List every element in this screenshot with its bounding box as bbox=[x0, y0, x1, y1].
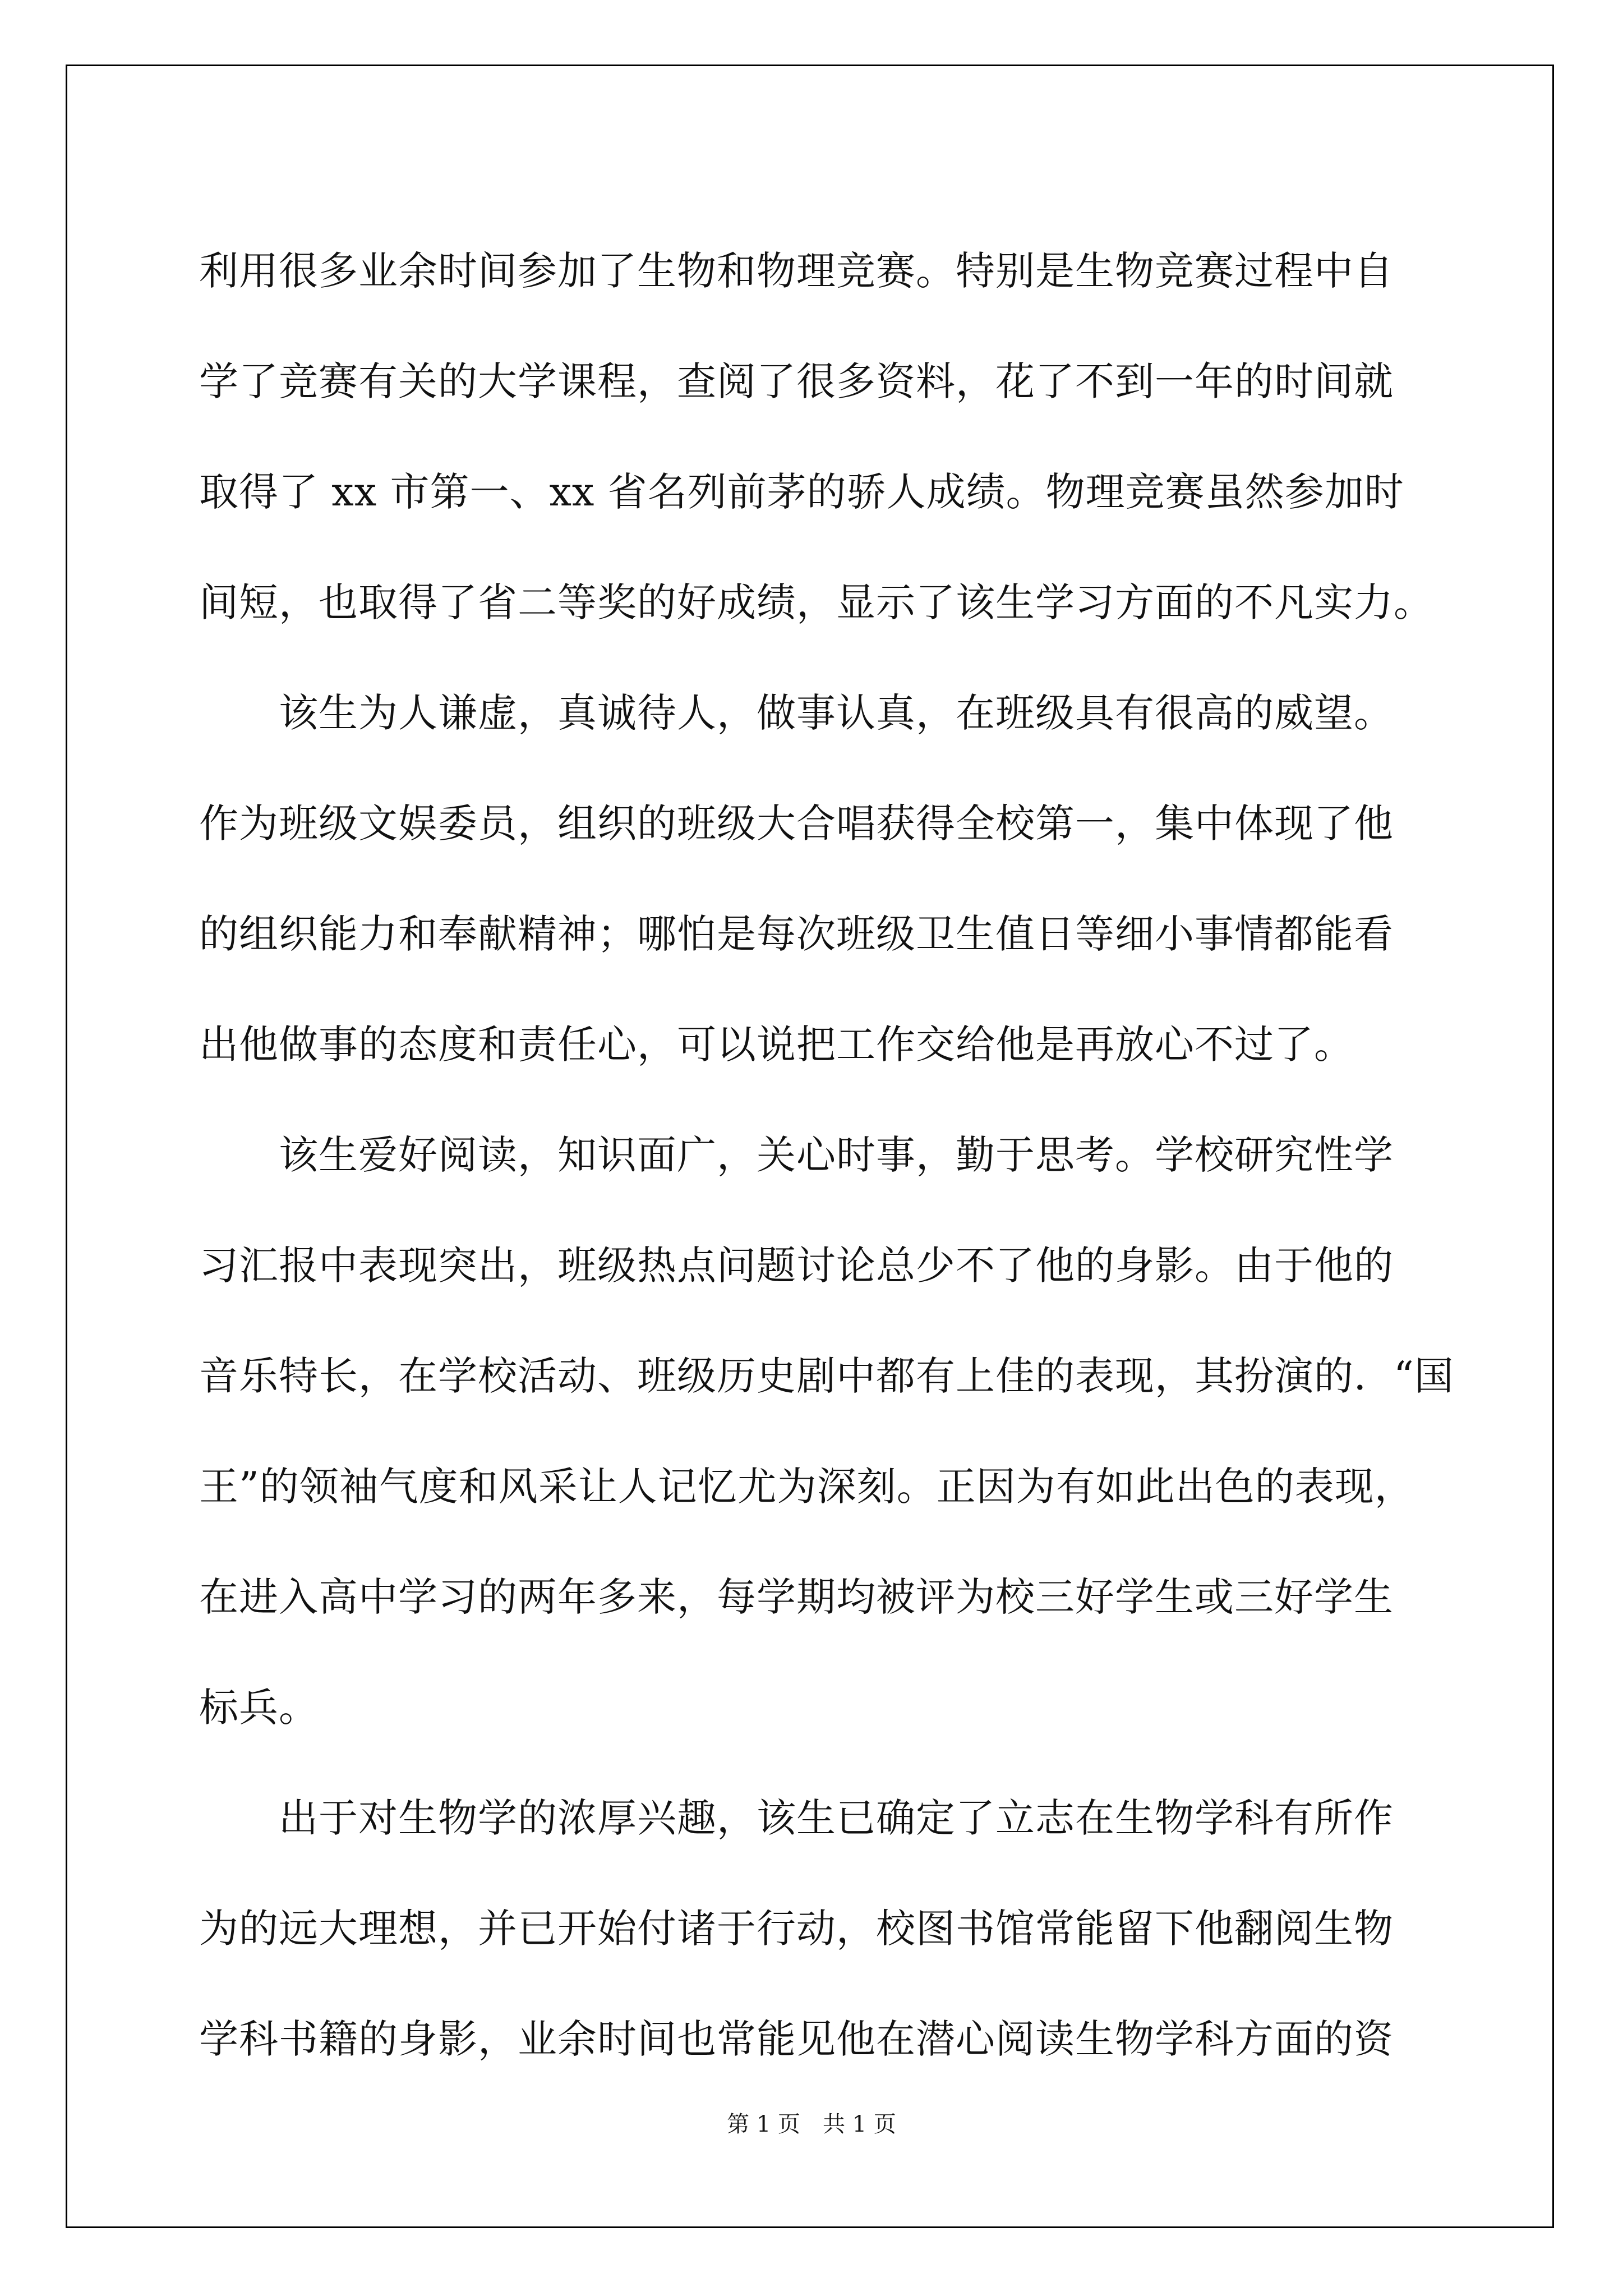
text-line: 间短，也取得了省二等奖的好成绩，显示了该生学习方面的不凡实力。 bbox=[199, 579, 1433, 625]
text-line: 习汇报中表现突出，班级热点问题讨论总少不了他的身影。由于他的 bbox=[199, 1243, 1394, 1289]
text-line: 取得了 xx 市第一、xx 省名列前茅的骄人成绩。物理竞赛虽然参加时 bbox=[199, 469, 1404, 515]
text-line: 的组织能力和奉献精神；哪怕是每次班级卫生值日等细小事情都能看 bbox=[199, 911, 1394, 957]
text-line: 利用很多业余时间参加了生物和物理竞赛。特别是生物竞赛过程中自 bbox=[199, 248, 1394, 294]
document-body bbox=[199, 216, 1454, 2095]
paragraph-start-line: 该生爱好阅读，知识面广，关心时事，勤于思考。学校研究性学 bbox=[279, 1132, 1394, 1178]
text-line: 出他做事的态度和责任心，可以说把工作交给他是再放心不过了。 bbox=[199, 1022, 1354, 1068]
text-line: 学科书籍的身影，业余时间也常能见他在潜心阅读生物学科方面的资 bbox=[199, 2016, 1394, 2062]
text-line: 音乐特长，在学校活动、班级历史剧中都有上佳的表现，其扮演的．“国 bbox=[199, 1353, 1454, 1399]
text-line: 在进入高中学习的两年多来，每学期均被评为校三好学生或三好学生 bbox=[199, 1574, 1394, 1620]
text-line: 学了竞赛有关的大学课程，查阅了很多资料，花了不到一年的时间就 bbox=[199, 358, 1394, 404]
text-line: 为的远大理想，并已开始付诸于行动，校图书馆常能留下他翻阅生物 bbox=[199, 1906, 1394, 1952]
text-line: 王”的领袖气度和风采让人记忆尤为深刻。正因为有如此出色的表现， bbox=[199, 1464, 1414, 1510]
paragraph-start-line: 出于对生物学的浓厚兴趣，该生已确定了立志在生物学科有所作 bbox=[279, 1795, 1394, 1841]
text-line: 标兵。 bbox=[199, 1685, 319, 1731]
paragraph-start-line: 该生为人谦虚，真诚待人，做事认真，在班级具有很高的威望。 bbox=[279, 690, 1394, 736]
text-line: 作为班级文娱委员，组织的班级大合唱获得全校第一，集中体现了他 bbox=[199, 800, 1394, 846]
page-footer: 第 1 页 共 1 页 bbox=[727, 2111, 896, 2137]
